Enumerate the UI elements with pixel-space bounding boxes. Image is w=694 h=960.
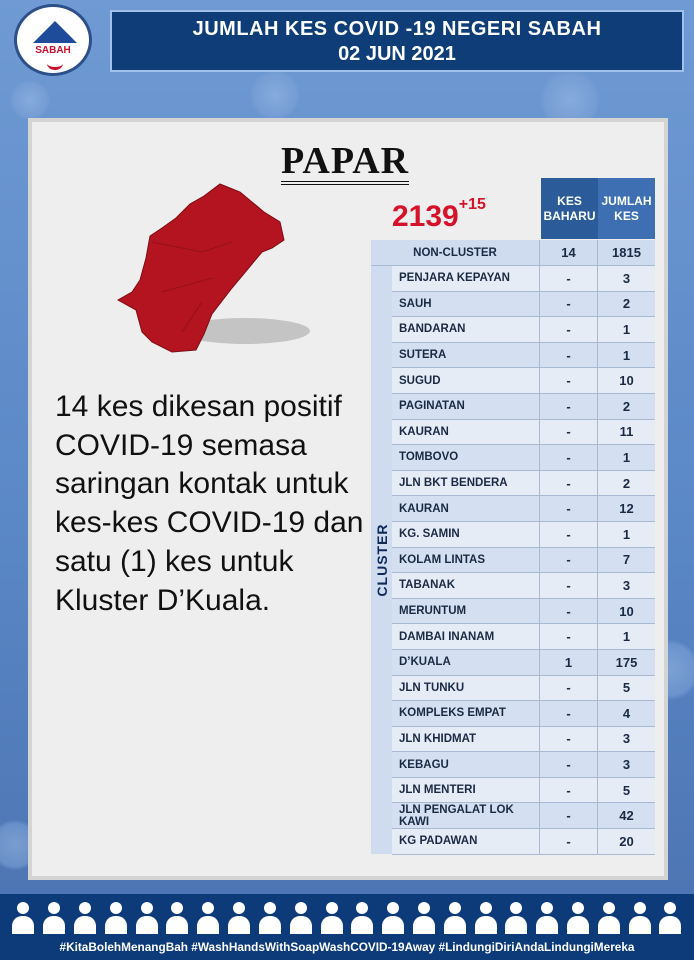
report-date: 02 JUN 2021: [338, 43, 456, 65]
row-name: KAURAN: [399, 502, 449, 515]
head-shape: [171, 902, 183, 914]
row-new-cases: -: [539, 420, 597, 445]
frontliner-icon: [74, 900, 96, 934]
body-shape: [382, 916, 404, 934]
row-total-cases: 10: [597, 599, 655, 624]
frontliner-icon: [505, 900, 527, 934]
row-total-cases: 4: [597, 701, 655, 726]
row-total-cases: 1: [597, 624, 655, 649]
logo-text: SABAH: [35, 45, 71, 56]
row-new-cases: -: [539, 368, 597, 393]
row-name: MERUNTUM: [399, 605, 467, 618]
footer-banner: [0, 894, 694, 960]
cluster-label: CLUSTER: [374, 523, 390, 597]
row-name: JLN BKT BENDERA: [399, 477, 508, 490]
row-new-cases: -: [539, 573, 597, 598]
frontliner-icon: [197, 900, 219, 934]
row-name: KG PADAWAN: [399, 835, 478, 848]
row-total-cases: 42: [597, 803, 655, 828]
row-total-cases: 1: [597, 317, 655, 342]
row-new-cases: -: [539, 548, 597, 573]
row-total-cases: 2: [597, 394, 655, 419]
row-new-cases: -: [539, 701, 597, 726]
row-new-cases: -: [539, 522, 597, 547]
row-total-cases: 2: [597, 471, 655, 496]
row-new-cases: -: [539, 266, 597, 291]
row-new-cases: -: [539, 599, 597, 624]
head-shape: [387, 902, 399, 914]
row-total-cases: 5: [597, 676, 655, 701]
row-new-cases: 14: [539, 240, 597, 265]
new-cases-suffix: +15: [458, 196, 486, 213]
row-name: SUTERA: [399, 349, 447, 362]
frontliner-icon: [598, 900, 620, 934]
body-shape: [197, 916, 219, 934]
mountain-icon: [33, 21, 77, 43]
frontliner-icon: [136, 900, 158, 934]
row-total-cases: 3: [597, 727, 655, 752]
body-shape: [598, 916, 620, 934]
row-name: PAGINATAN: [399, 400, 465, 413]
row-name: KAURAN: [399, 425, 449, 438]
frontliner-icon: [567, 900, 589, 934]
row-total-cases: 1: [597, 343, 655, 368]
column-header-new-cases: KES BAHARU: [541, 178, 598, 239]
body-shape: [413, 916, 435, 934]
row-name: TABANAK: [399, 579, 456, 592]
table-row: [392, 317, 655, 343]
head-shape: [110, 902, 122, 914]
papar-district-map: [112, 182, 287, 354]
row-new-cases: -: [539, 624, 597, 649]
frontliner-icon: [536, 900, 558, 934]
head-shape: [634, 902, 646, 914]
virus-decoration: [250, 70, 300, 120]
head-shape: [664, 902, 676, 914]
row-total-cases: 3: [597, 752, 655, 777]
table-row: [392, 548, 655, 574]
row-new-cases: -: [539, 803, 597, 828]
table-row: [392, 803, 655, 829]
head-shape: [356, 902, 368, 914]
row-name: SAUH: [399, 297, 432, 310]
row-new-cases: -: [539, 317, 597, 342]
body-shape: [136, 916, 158, 934]
row-new-cases: -: [539, 676, 597, 701]
row-new-cases: -: [539, 829, 597, 854]
table-row: [392, 599, 655, 625]
body-shape: [259, 916, 281, 934]
frontliner-icon: [321, 900, 343, 934]
frontliner-icon: [43, 900, 65, 934]
head-shape: [79, 902, 91, 914]
sabah-logo: [14, 4, 92, 76]
table-row: [392, 650, 655, 676]
frontliner-icon: [413, 900, 435, 934]
row-name: D’KUALA: [399, 656, 451, 669]
cluster-rows: [371, 266, 655, 855]
row-total-cases: 1: [597, 522, 655, 547]
body-shape: [629, 916, 651, 934]
district-total: [392, 196, 486, 232]
head-shape: [17, 902, 29, 914]
head-shape: [295, 902, 307, 914]
body-shape: [536, 916, 558, 934]
body-shape: [166, 916, 188, 934]
case-description: 14 kes dikesan positif COVID-19 semasa saringan kontak untuk kes-kes COVID-19 dan satu (1) kes untuk Kluster D’Kuala.: [55, 390, 364, 617]
row-total-cases: 12: [597, 496, 655, 521]
head-shape: [326, 902, 338, 914]
row-new-cases: -: [539, 496, 597, 521]
row-new-cases: -: [539, 752, 597, 777]
row-new-cases: -: [539, 471, 597, 496]
frontliner-icon: [105, 900, 127, 934]
row-name: JLN PENGALAT LOK KAWI: [399, 803, 514, 828]
district-title: PAPAR: [281, 141, 409, 185]
frontliner-icon: [290, 900, 312, 934]
row-total-cases: 10: [597, 368, 655, 393]
virus-decoration: [10, 80, 50, 120]
non-cluster-row: [371, 240, 655, 266]
row-total-cases: 3: [597, 573, 655, 598]
row-name: BANDARAN: [399, 323, 466, 336]
table-row: [392, 676, 655, 702]
body-shape: [659, 916, 681, 934]
table-row: [392, 266, 655, 292]
body-shape: [290, 916, 312, 934]
body-shape: [321, 916, 343, 934]
row-total-cases: 11: [597, 420, 655, 445]
head-shape: [141, 902, 153, 914]
row-name: KG. SAMIN: [399, 528, 460, 541]
row-name: SUGUD: [399, 374, 441, 387]
row-name: JLN TUNKU: [399, 681, 465, 694]
head-shape: [449, 902, 461, 914]
frontliner-icon: [444, 900, 466, 934]
frontliner-icon: [629, 900, 651, 934]
row-total-cases: 175: [597, 650, 655, 675]
row-name: PENJARA KEPAYAN: [399, 272, 510, 285]
head-shape: [480, 902, 492, 914]
table-row: [392, 420, 655, 446]
frontliner-icon: [259, 900, 281, 934]
table-row: [392, 701, 655, 727]
body-shape: [43, 916, 65, 934]
row-new-cases: 1: [539, 650, 597, 675]
swoosh-icon: [47, 57, 63, 70]
head-shape: [202, 902, 214, 914]
table-row: [392, 573, 655, 599]
head-shape: [233, 902, 245, 914]
row-total-cases: 7: [597, 548, 655, 573]
row-total-cases: 2: [597, 292, 655, 317]
frontliner-icon: [166, 900, 188, 934]
row-new-cases: -: [539, 778, 597, 803]
row-new-cases: -: [539, 292, 597, 317]
papar-map-shape: [118, 184, 284, 352]
row-new-cases: -: [539, 394, 597, 419]
body-shape: [444, 916, 466, 934]
row-name: KOLAM LINTAS: [399, 553, 486, 566]
table-row: [392, 292, 655, 318]
body-shape: [351, 916, 373, 934]
row-name: TOMBOVO: [399, 451, 459, 464]
cases-table: [371, 240, 655, 855]
table-row: [392, 343, 655, 369]
hashtag-line: #KitaBolehMenangBah #WashHandsWithSoapWashCOVID-19Away #LindungiDiriAndaLindungiMereka: [59, 940, 635, 954]
table-row: [392, 368, 655, 394]
body-shape: [475, 916, 497, 934]
page-header: [110, 10, 684, 72]
row-new-cases: -: [539, 343, 597, 368]
table-row: [392, 471, 655, 497]
table-row: [392, 394, 655, 420]
table-row: [392, 752, 655, 778]
table-row: [392, 522, 655, 548]
body-shape: [228, 916, 250, 934]
table-row: [392, 778, 655, 804]
row-total-cases: 3: [597, 266, 655, 291]
body-shape: [74, 916, 96, 934]
row-name: DAMBAI INANAM: [399, 630, 495, 643]
column-header-total-cases: JUMLAH KES: [598, 178, 655, 239]
row-name: KOMPLEKS EMPAT: [399, 707, 506, 720]
frontliner-icon: [659, 900, 681, 934]
head-shape: [264, 902, 276, 914]
body-shape: [567, 916, 589, 934]
table-row: [392, 829, 655, 855]
total-cases: 2139: [392, 200, 459, 233]
row-total-cases: 5: [597, 778, 655, 803]
row-name: JLN KHIDMAT: [399, 732, 477, 745]
frontliner-icon: [475, 900, 497, 934]
row-total-cases: 1815: [597, 240, 655, 265]
head-shape: [48, 902, 60, 914]
row-new-cases: -: [539, 445, 597, 470]
body-shape: [505, 916, 527, 934]
frontliner-icons: [8, 898, 686, 934]
frontliner-icon: [228, 900, 250, 934]
frontliner-icon: [351, 900, 373, 934]
head-shape: [603, 902, 615, 914]
row-total-cases: 1: [597, 445, 655, 470]
body-shape: [12, 916, 34, 934]
table-row: [392, 496, 655, 522]
table-row: [392, 624, 655, 650]
row-total-cases: 20: [597, 829, 655, 854]
frontliner-icon: [382, 900, 404, 934]
table-row: [392, 445, 655, 471]
row-name: JLN MENTERI: [399, 784, 476, 797]
row-new-cases: -: [539, 727, 597, 752]
head-shape: [510, 902, 522, 914]
body-shape: [105, 916, 127, 934]
row-name: NON-CLUSTER: [413, 246, 497, 259]
head-shape: [418, 902, 430, 914]
page-title: JUMLAH KES COVID -19 NEGERI SABAH: [192, 18, 602, 40]
frontliner-icon: [12, 900, 34, 934]
head-shape: [541, 902, 553, 914]
head-shape: [572, 902, 584, 914]
row-name: KEBAGU: [399, 758, 449, 771]
table-row: [392, 727, 655, 753]
